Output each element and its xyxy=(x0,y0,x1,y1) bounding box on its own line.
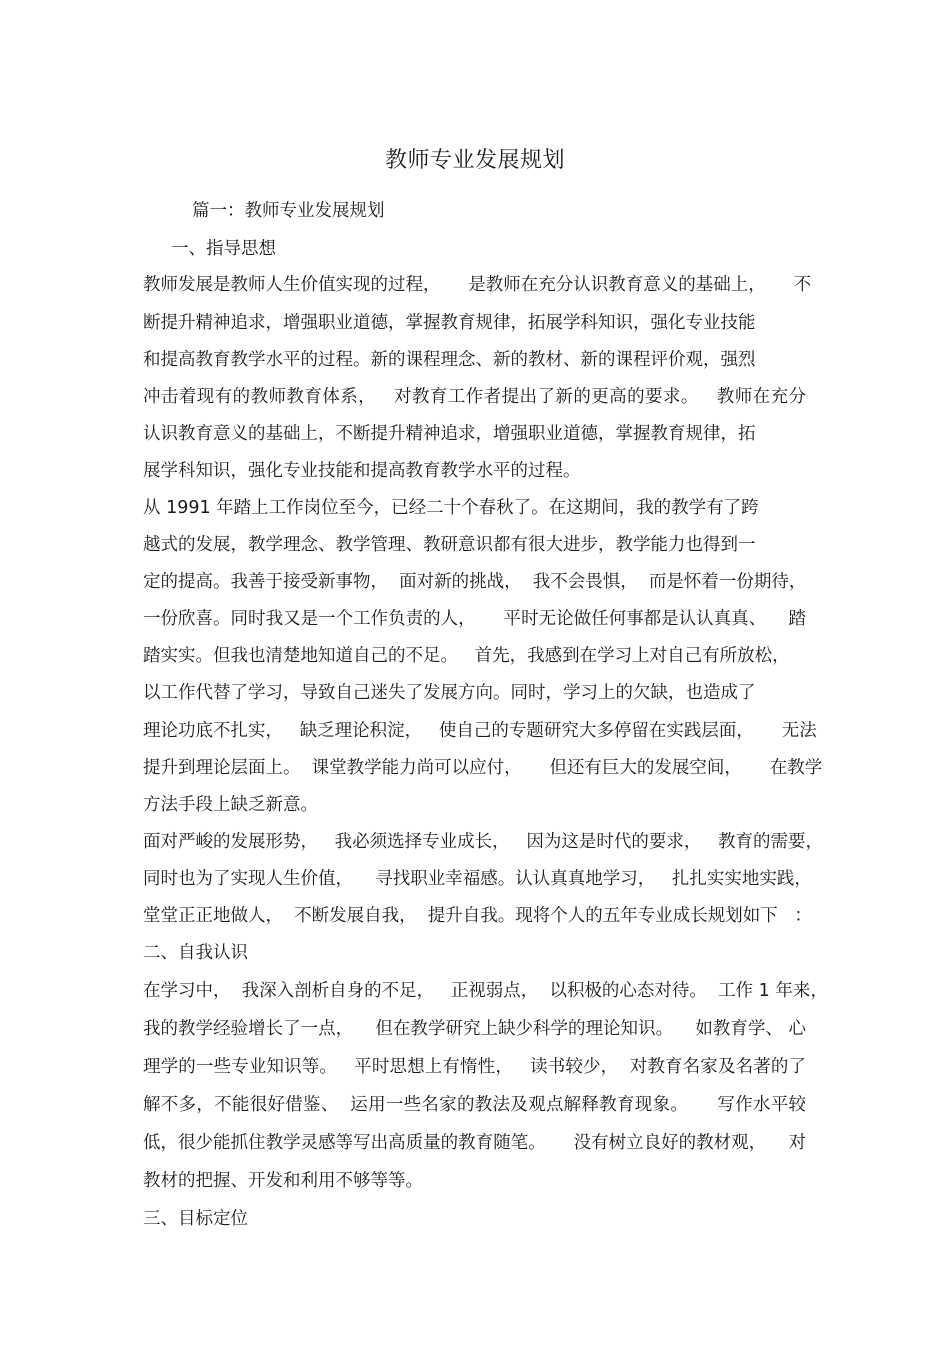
paragraph-line: 从 1991 年踏上工作岗位至今，已经二十个春秋了。在这期间，我的教学有了跨 xyxy=(143,498,759,518)
section-heading-1: 一、指导思想 xyxy=(171,239,276,259)
paragraph-line: 教材的把握、开发和利用不够等等。 xyxy=(143,1171,423,1191)
document-title: 教师专业发展规划 xyxy=(384,148,565,173)
paragraph-line: 同时也为了实现人生价值， 寻找职业幸福感。认认真真地学习， 扎扎实实地实践， xyxy=(143,869,812,889)
paragraph-line: 理论功底不扎实， 缺乏理论积淀， 使自己的专题研究大多停留在实践层面， 无法 xyxy=(143,721,817,741)
paragraph-line: 冲击着现有的教师教育体系， 对教育工作者提出了新的更高的要求。 教师在充分 xyxy=(143,387,806,407)
paragraph-line: 我的教学经验增长了一点， 但在教学研究上缺少科学的理论知识。 如教育学、 心 xyxy=(143,1019,806,1039)
paragraph-line: 定的提高。我善于接受新事物， 面对新的挑战， 我不会畏惧， 而是怀着一份期待， xyxy=(143,572,807,592)
paragraph-line: 教师发展是教师人生价值实现的过程， 是教师在充分认识教育意义的基础上， 不 xyxy=(143,275,812,295)
paragraph-line: 方法手段上缺乏新意。 xyxy=(143,795,318,815)
section-heading-3: 三、目标定位 xyxy=(143,1209,248,1229)
paragraph-line: 理学的一些专业知识等。 平时思想上有惰性， 读书较少， 对教育名家及名著的了 xyxy=(143,1057,806,1077)
paragraph-line: 展学科知识，强化专业技能和提高教育教学水平的过程。 xyxy=(143,461,581,481)
paragraph-line: 提升到理论层面上。 课堂教学能力尚可以应付， 但还有巨大的发展空间， 在教学 xyxy=(143,758,823,778)
paragraph-line: 踏实实。但我也清楚地知道自己的不足。 首先，我感到在学习上对自己有所放松， xyxy=(143,646,790,666)
paragraph-line: 以工作代替了学习，导致自己迷失了发展方向。同时，学习上的欠缺，也造成了 xyxy=(143,683,756,703)
paragraph-line: 和提高教育教学水平的过程。新的课程理念、新的教材、新的课程评价观，强烈 xyxy=(143,350,756,370)
paragraph-line: 解不多，不能很好借鉴、 运用一些名家的教法及观点解释教育现象。 写作水平较 xyxy=(143,1095,806,1115)
paragraph-line: 越式的发展，教学理念、教学管理、教研意识都有很大进步，教学能力也得到一 xyxy=(143,535,756,555)
paragraph-line: 在学习中， 我深入剖析自身的不足， 正视弱点， 以积极的心态对待。 工作 1 年来， xyxy=(143,981,828,1001)
paragraph-line: 一份欣喜。同时我又是一个工作负责的人， 平时无论做任何事都是认认真真、 踏 xyxy=(143,609,806,629)
paragraph-line: 低，很少能抓住教学灵感等写出高质量的教育随笔。 没有树立良好的教材观， 对 xyxy=(143,1133,806,1153)
paragraph-line: 认识教育意义的基础上，不断提升精神追求，增强职业道德，掌握教育规律，拓 xyxy=(143,424,756,444)
paragraph-line: 断提升精神追求，增强职业道德，掌握教育规律，拓展学科知识，强化专业技能 xyxy=(143,313,756,333)
paragraph-line: 面对严峻的发展形势， 我必须选择专业成长， 因为这是时代的要求， 教育的需要， xyxy=(143,832,824,852)
section-heading-2: 二、自我认识 xyxy=(143,943,248,963)
paragraph-line: 堂堂正正地做人， 不断发展自我， 提升自我。现将个人的五年专业成长规划如下 ： xyxy=(143,906,812,926)
subtitle: 篇一：教师专业发展规划 xyxy=(192,201,385,221)
